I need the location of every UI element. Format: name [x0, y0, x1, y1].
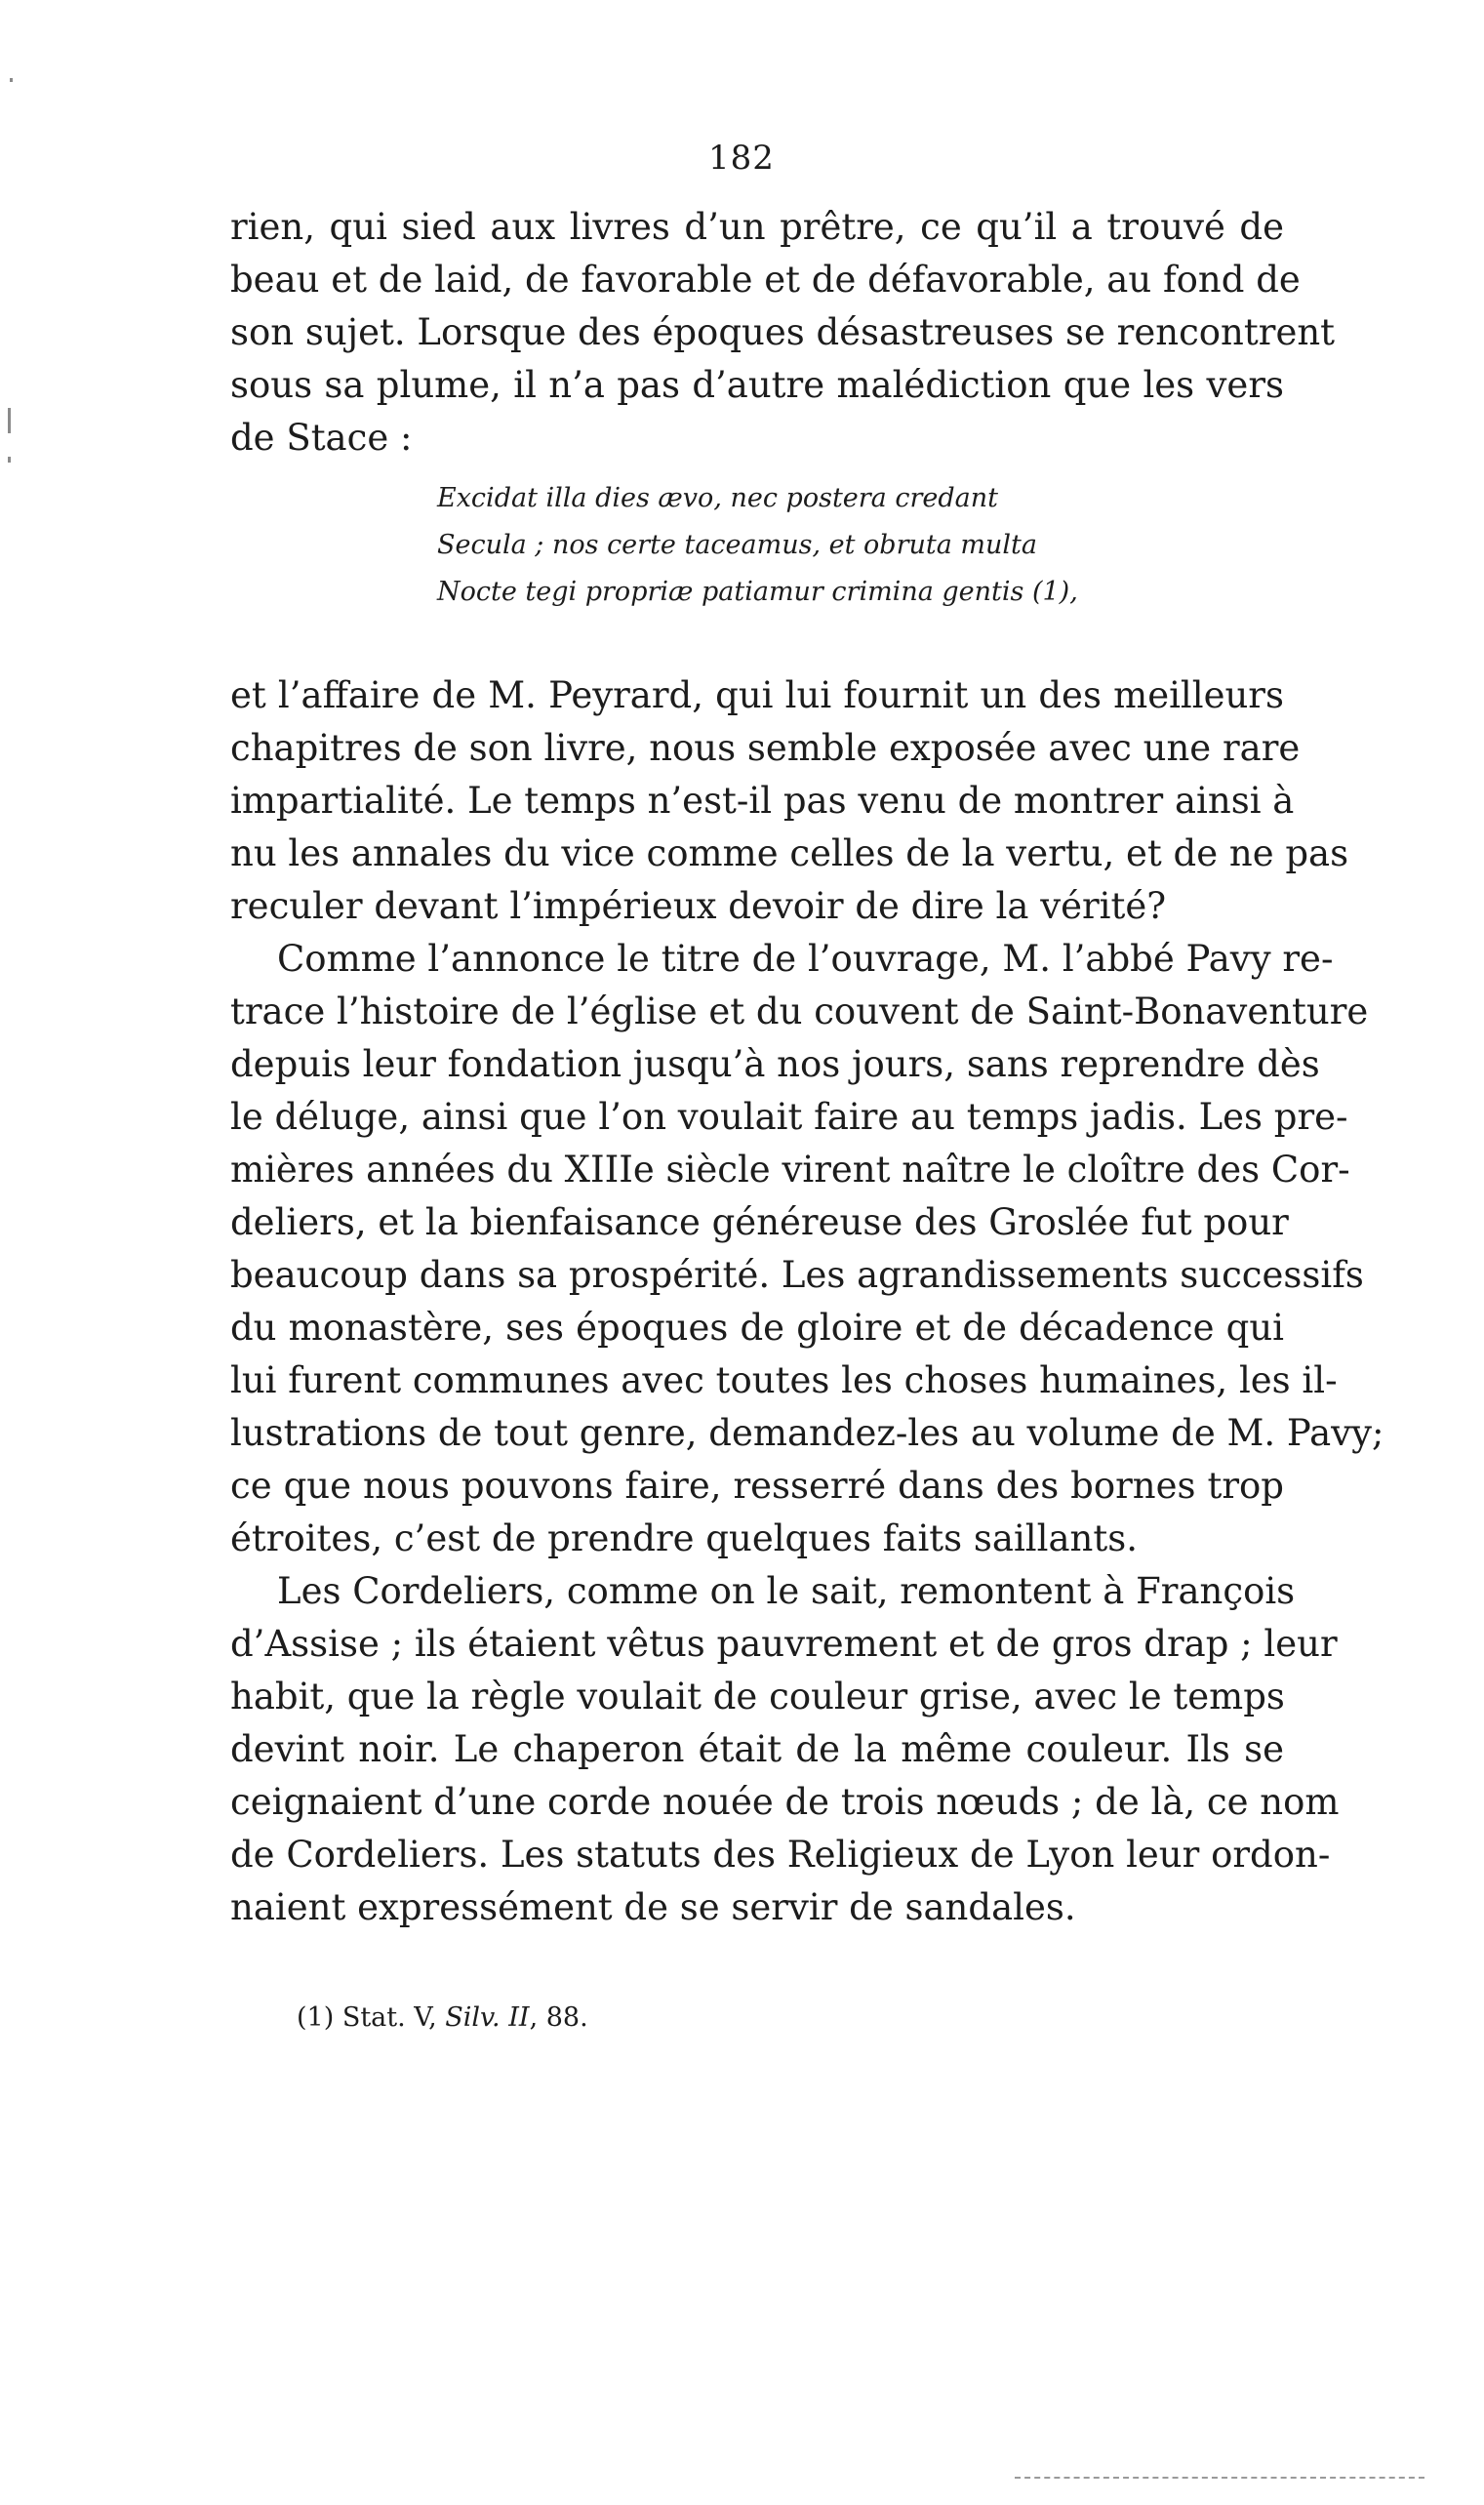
text-line: ce que nous pouvons faire, resserré dans des bornes trop [230, 1465, 1284, 1507]
text-line: son sujet. Lorsque des époques désastreuses se rencontrent [230, 311, 1336, 353]
text-line: le déluge, ainsi que l’on voulait faire au temps jadis. Les pre- [230, 1096, 1348, 1138]
scan-speck [8, 457, 11, 463]
text-line: sous sa plume, il n’a pas d’autre malédiction que les vers [230, 364, 1284, 406]
paragraph-3 [230, 933, 1384, 1565]
footnote-ref: , 88. [529, 2002, 588, 2033]
text-line: lustrations de tout genre, demandez-les au volume de M. Pavy; [230, 1412, 1384, 1454]
text-line: trace l’histoire de l’église et du couvent de Saint-Bonaventure [230, 990, 1369, 1032]
text-line: de Stace : [230, 417, 413, 459]
paragraph-4 [230, 1565, 1340, 1934]
paragraph-1 [230, 201, 1336, 465]
text-line: reculer devant l’impérieux devoir de dire la vérité? [230, 885, 1167, 927]
text-line: Comme l’annonce le titre de l’ouvrage, M. l’abbé Pavy re- [277, 938, 1334, 980]
text-line: d’Assise ; ils étaient vêtus pauvrement et de gros drap ; leur [230, 1623, 1338, 1665]
text-line: étroites, c’est de prendre quelques faits saillants. [230, 1517, 1138, 1559]
verse-line: Excidat illa dies ævo, nec postera credant [437, 483, 998, 513]
footnote-marker: (1) Stat. V, [297, 2002, 446, 2033]
text-line: ceignaient d’une corde nouée de trois nœuds ; de là, ce nom [230, 1781, 1340, 1823]
verse-line: Nocte tegi propriæ patiamur crimina gentis (1), [437, 577, 1078, 607]
footnote-work: Silv. II [445, 2002, 530, 2033]
text-line: naient expressément de se servir de sandales. [230, 1886, 1076, 1928]
text-line: du monastère, ses époques de gloire et de décadence qui [230, 1307, 1284, 1349]
text-line: Les Cordeliers, comme on le sait, remontent à François [277, 1570, 1296, 1612]
text-line: habit, que la règle voulait de couleur grise, avec le temps [230, 1676, 1285, 1717]
paragraph-2 [230, 669, 1349, 933]
scan-speck [10, 78, 13, 82]
text-line: de Cordeliers. Les statuts des Religieux de Lyon leur ordon- [230, 1834, 1331, 1876]
text-line: devint noir. Le chaperon était de la même couleur. Ils se [230, 1728, 1284, 1770]
text-line: beaucoup dans sa prospérité. Les agrandissements successifs [230, 1254, 1364, 1296]
text-line: lui furent communes avec toutes les choses humaines, les il- [230, 1359, 1338, 1401]
text-line: impartialité. Le temps n’est-il pas venu de montrer ainsi à [230, 780, 1295, 822]
page-number: 182 [708, 139, 775, 178]
text-line: mières années du XIIIe siècle virent naître le cloître des Cor- [230, 1149, 1350, 1191]
footnote [297, 2002, 588, 2033]
scan-edge-marks [1015, 2477, 1424, 2483]
text-line: depuis leur fondation jusqu’à nos jours, sans reprendre dès [230, 1043, 1320, 1085]
text-line: rien, qui sied aux livres d’un prêtre, ce qu’il a trouvé de [230, 206, 1284, 248]
text-line: et l’affaire de M. Peyrard, qui lui fournit un des meilleurs [230, 674, 1284, 716]
scan-speck [8, 408, 11, 433]
text-line: deliers, et la bienfaisance généreuse des Groslée fut pour [230, 1201, 1289, 1243]
verse-quote [437, 475, 1120, 616]
text-line: chapitres de son livre, nous semble exposée avec une rare [230, 727, 1301, 769]
verse-line: Secula ; nos certe taceamus, et obruta multa [437, 530, 1037, 560]
text-line: beau et de laid, de favorable et de défavorable, au fond de [230, 259, 1301, 301]
text-line: nu les annales du vice comme celles de la vertu, et de ne pas [230, 832, 1349, 874]
